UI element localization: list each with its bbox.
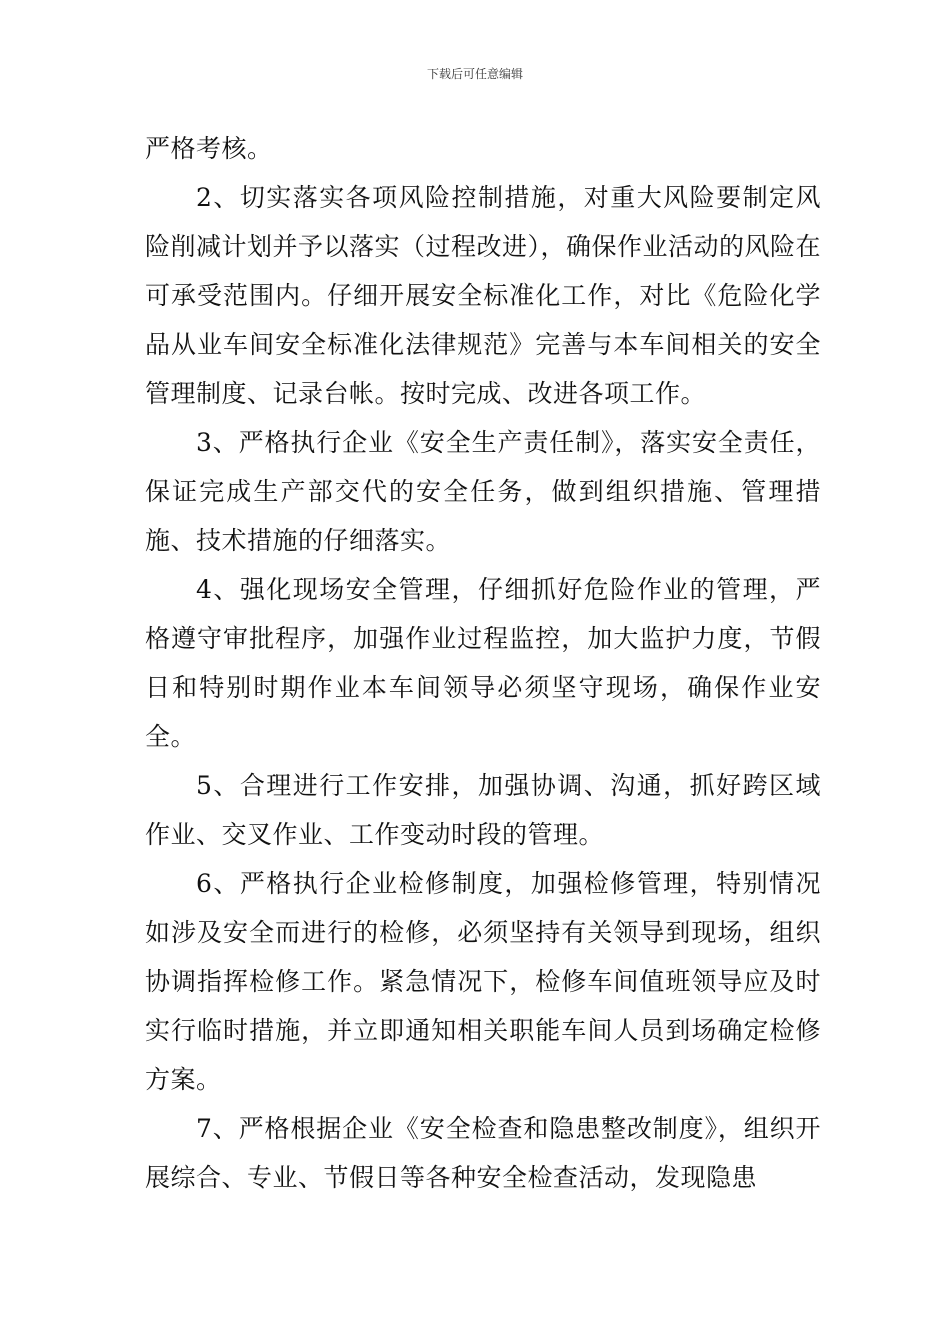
- page-header-note: 下载后可任意编辑: [426, 67, 523, 81]
- paragraph-2: 2、切实落实各项风险控制措施，对重大风险要制定风险削减计划并予以落实（过程改进），确保作业活动的风险在可承受范围内。仔细开展安全标准化工作，对比《危险化学品从业车间安全标准化法律规范》完善与本车间相关的安全管理制度、记录台帐。按时完成、改进各项工作。: [145, 183, 822, 408]
- document-body: [145, 124, 821, 1202]
- paragraph-7: 7、严格根据企业《安全检查和隐患整改制度》，组织开展综合、专业、节假日等各种安全检查活动，发现隐患: [145, 1114, 821, 1192]
- paragraph-1: 严格考核。: [145, 134, 273, 163]
- paragraph-6: 6、严格执行企业检修制度，加强检修管理，特别情况如涉及安全而进行的检修，必须坚持有关领导到现场，组织协调指挥检修工作。紧急情况下，检修车间值班领导应及时实行临时措施，并立即通知相关职能车间人员到场确定检修方案。: [145, 869, 821, 1094]
- paragraph-3: 3、严格执行企业《安全生产责任制》，落实安全责任，保证完成生产部交代的安全任务，做到组织措施、管理措施、技术措施的仔细落实。: [145, 428, 821, 555]
- paragraph-4: 4、强化现场安全管理，仔细抓好危险作业的管理，严格遵守审批程序，加强作业过程监控，加大监护力度，节假日和特别时期作业本车间领导必须坚守现场，确保作业安全。: [145, 575, 821, 751]
- paragraph-5: 5、合理进行工作安排，加强协调、沟通，抓好跨区域作业、交叉作业、工作变动时段的管理。: [145, 771, 821, 849]
